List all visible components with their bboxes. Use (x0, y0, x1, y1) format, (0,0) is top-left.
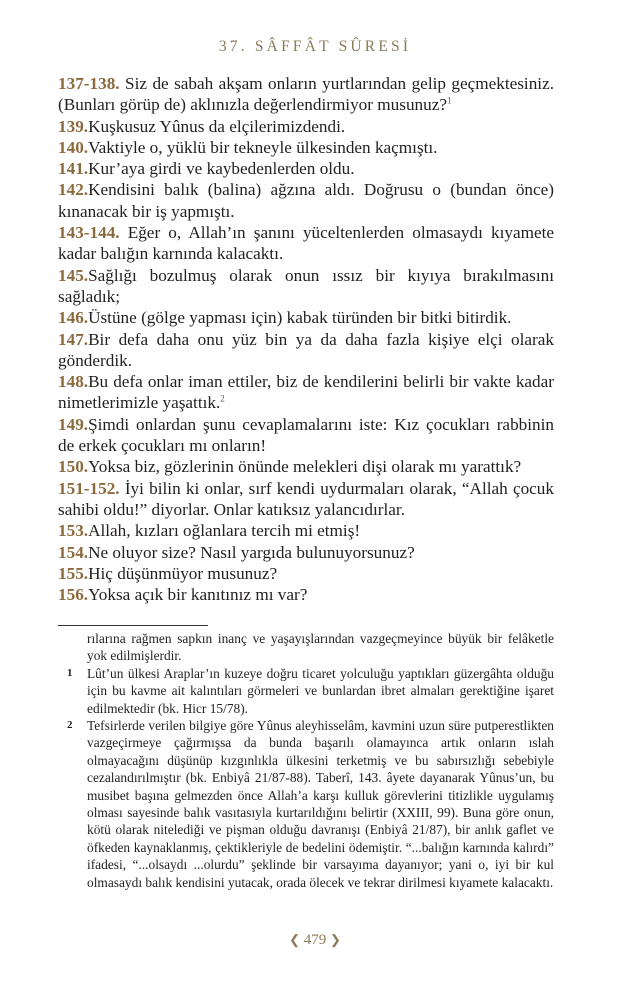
page-number: 479 (303, 932, 327, 948)
footnote-divider (58, 625, 208, 626)
verse-text: Allah, kızları oğlanlara tercih mi etmiş! (88, 521, 361, 541)
left-ornament-icon: ❮ (289, 932, 300, 947)
verse-number: 143-144. (58, 223, 120, 243)
verse-list (58, 73, 554, 605)
verse-text: Siz de sabah akşam onların yurtlarından gelip geçmektesiniz. (Bunları görüp de) aklınızla değerlendirmiyor musunuz? (58, 74, 555, 115)
verse (58, 456, 554, 477)
verse (58, 329, 554, 372)
verse-text: Ne oluyor size? Nasıl yargıda bulunuyorsunuz? (88, 542, 415, 562)
verse-number: 150. (58, 457, 89, 477)
footnotes (58, 630, 554, 891)
verse-text: Vaktiyle o, yüklü bir tekneyle ülkesinden kaçmıştı. (88, 137, 438, 157)
verse-number: 147. (58, 329, 89, 349)
verse-number: 141. (58, 159, 89, 179)
footnote (58, 717, 554, 891)
footnote-ref[interactable]: 2 (220, 393, 225, 404)
verse-number: 148. (58, 372, 89, 392)
verse-number: 151-152. (58, 478, 120, 498)
verse (58, 137, 554, 158)
verse-text: Bu defa onlar iman ettiler, biz de kendilerini belirli bir vakte kadar nimetlerimizle yaşattık. (58, 372, 554, 413)
verse (58, 542, 554, 563)
verse-number: 139. (58, 116, 89, 136)
page-footer (0, 932, 630, 949)
running-header (0, 38, 630, 56)
verse-number: 145. (58, 265, 89, 285)
verse-number: 146. (58, 308, 89, 328)
verse-text: İyi bilin ki onlar, sırf kendi uydurmaları olarak, “Allah çocuk sahibi oldu!” diyorlar. Onlar katıksız yalancıdırlar. (58, 478, 554, 519)
verse (58, 414, 554, 457)
verse-text: Kuşkusuz Yûnus da elçilerimizdendi. (88, 116, 346, 136)
footnote-text: Tefsirlerde verilen bilgiye göre Yûnus aleyhisselâm, kavmini uzun süre putperestlikten vazgeçirmeye çağırmışsa da bunda başarılı olamayınca artık onların ıslah olmayacağını düşünüp kızgınlıkla ülkesini terketmiş ve bu sabırsızlığı sebebiyle cezalandırılmıştır (bk. Enbiyâ 21/87-88). Taberî, 143. âyete dayanarak Yûnus’un, bu musibet başına gelmezden önce Allah’a karşı kulluk görevlerini titizlikle uygulamış olması sayesinde balık vasıtasıyla kurtarıldığını belirtir (XXIII, 99). Buna göre onun, kötü olarak nitelediği ve pişman olduğu davranışı (Enbiyâ 21/87), bir anlık gaflet ve öfkeden kaynaklanmış, çektikleriyle de bedelini ödemiştir. “...balığın karnında kalırdı” ifadesi, “...olsaydı ...olurdu” şeklinde bir varsayıma dayanıyor; yani o, iyi bir kul olmasaydı balık kendisini yutacak, orada ölecek ve tekrar dirilmesi kıyamete kalacaktı. (87, 718, 554, 890)
verse-text: Şimdi onlardan şunu cevaplamalarını iste: Kız çocukları rabbinin de erkek çocukları mı onların! (58, 414, 554, 456)
verse-text: Yoksa açık bir kanıtınız mı var? (88, 585, 308, 605)
verse (58, 520, 554, 541)
footnote-ref[interactable]: 1 (447, 95, 452, 106)
verse (58, 222, 554, 265)
footnote-text: Lût’un ülkesi Araplar’ın kuzeye doğru ticaret yolculuğu yaptıkları güzergâhta olduğu için bu kavme ait kalıntıları görmeleri ve bunlardan ibret almaları gerektiğine işaret edilmektedir (bk. Hicr 15/78). (87, 665, 554, 716)
footnote (58, 665, 554, 717)
surah-title: 37. SÂFFÂT SÛRESİ (218, 38, 412, 55)
verse (58, 584, 554, 605)
verse-number: 154. (58, 542, 89, 562)
verse-number: 155. (58, 563, 89, 583)
verse-text: Eğer o, Allah’ın şanını yüceltenlerden olmasaydı kıyamete kadar balığın karnında kalacaktı. (58, 223, 554, 264)
verse-text: Bir defa daha onu yüz bin ya da daha fazla kişiye elçi olarak gönderdik. (58, 329, 554, 370)
right-ornament-icon: ❯ (330, 932, 341, 947)
verse-number: 137-138. (58, 74, 120, 93)
verse-number: 156. (58, 585, 89, 605)
verse-number: 140. (58, 137, 89, 157)
footnote-mark: 2 (67, 719, 73, 732)
verse (58, 371, 554, 414)
verse (58, 116, 554, 137)
verse-text: Sağlığı bozulmuş olarak onun ıssız bir kıyıya bırakılmasını sağladık; (58, 265, 554, 306)
verse-number: 149. (58, 414, 89, 434)
verse (58, 179, 554, 222)
verse-number: 142. (58, 180, 89, 200)
verse-number: 153. (58, 521, 89, 541)
verse-text: Kur’aya girdi ve kaybedenlerden oldu. (88, 159, 355, 179)
verse-text: Üstüne (gölge yapması için) kabak türünden bir bitki bitirdik. (88, 308, 512, 328)
footnote-continuation (58, 630, 554, 665)
verse (58, 307, 554, 328)
verse-text: Kendisini balık (balina) ağzına aldı. Doğrusu o (bundan önce) kınanacak bir iş yapmıştı. (58, 180, 554, 221)
verse (58, 73, 554, 116)
verse (58, 265, 554, 308)
footnote-mark: 1 (67, 666, 73, 679)
verse (58, 563, 554, 584)
verse-text: Yoksa biz, gözlerinin önünde melekleri dişi olarak mı yarattık? (88, 457, 522, 477)
verse (58, 478, 554, 521)
footnote-text: rılarına rağmen sapkın inanç ve yaşayışlarından vazgeçmeyince büyük bir felâketle yok edilmişlerdir. (87, 631, 554, 664)
verse-text: Hiç düşünmüyor musunuz? (88, 563, 278, 583)
verse (58, 158, 554, 179)
